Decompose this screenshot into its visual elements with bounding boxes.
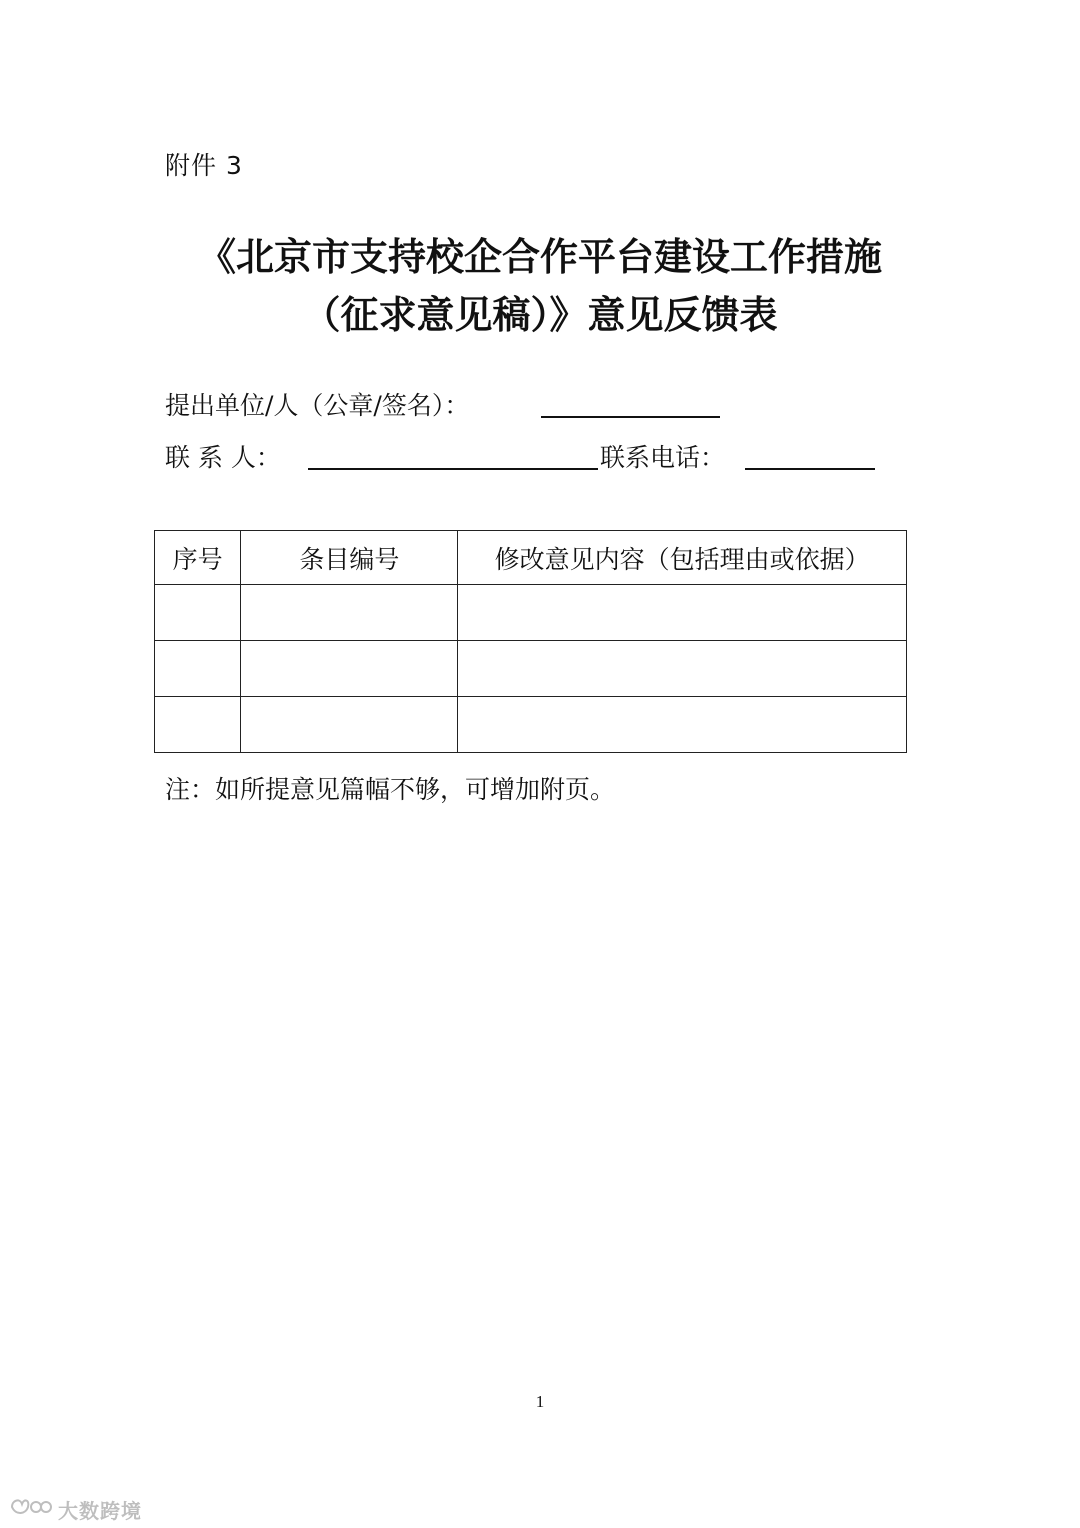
document-title-line-1: 《北京市支持校企合作平台建设工作措施 bbox=[197, 235, 882, 279]
table-cell-seq[interactable] bbox=[155, 641, 241, 697]
footnote: 注：如所提意见篇幅不够，可增加附页。 bbox=[165, 775, 616, 804]
attachment-label: 附件 3 bbox=[165, 151, 243, 180]
phone-label: 联系电话： bbox=[600, 443, 726, 472]
table-header-row bbox=[155, 531, 907, 585]
watermark bbox=[8, 1494, 142, 1524]
table-cell-content[interactable] bbox=[458, 697, 907, 753]
feedback-table bbox=[154, 530, 907, 753]
submitter-label: 提出单位/人（公章/签名）： bbox=[165, 391, 470, 420]
table-row bbox=[155, 585, 907, 641]
page-number: 1 bbox=[535, 1392, 545, 1411]
contact-field[interactable] bbox=[308, 438, 598, 470]
table-cell-content[interactable] bbox=[458, 641, 907, 697]
table-cell-item[interactable] bbox=[241, 697, 458, 753]
watermark-text: 大数跨境 bbox=[58, 1498, 142, 1523]
header-item-number: 条目编号 bbox=[241, 531, 458, 585]
submitter-field[interactable] bbox=[541, 386, 720, 418]
header-content: 修改意见内容（包括理由或依据） bbox=[458, 531, 907, 585]
table-row bbox=[155, 697, 907, 753]
document-title-line-2: （征求意见稿）》意见反馈表 bbox=[302, 293, 778, 337]
phone-field[interactable] bbox=[745, 438, 875, 470]
table-cell-seq[interactable] bbox=[155, 697, 241, 753]
table-cell-item[interactable] bbox=[241, 585, 458, 641]
table-row bbox=[155, 641, 907, 697]
brand-logo-icon bbox=[8, 1494, 52, 1524]
contact-label: 联 系 人： bbox=[165, 443, 281, 472]
table-cell-seq[interactable] bbox=[155, 585, 241, 641]
table-cell-content[interactable] bbox=[458, 585, 907, 641]
header-seq: 序号 bbox=[155, 531, 241, 585]
table-cell-item[interactable] bbox=[241, 641, 458, 697]
